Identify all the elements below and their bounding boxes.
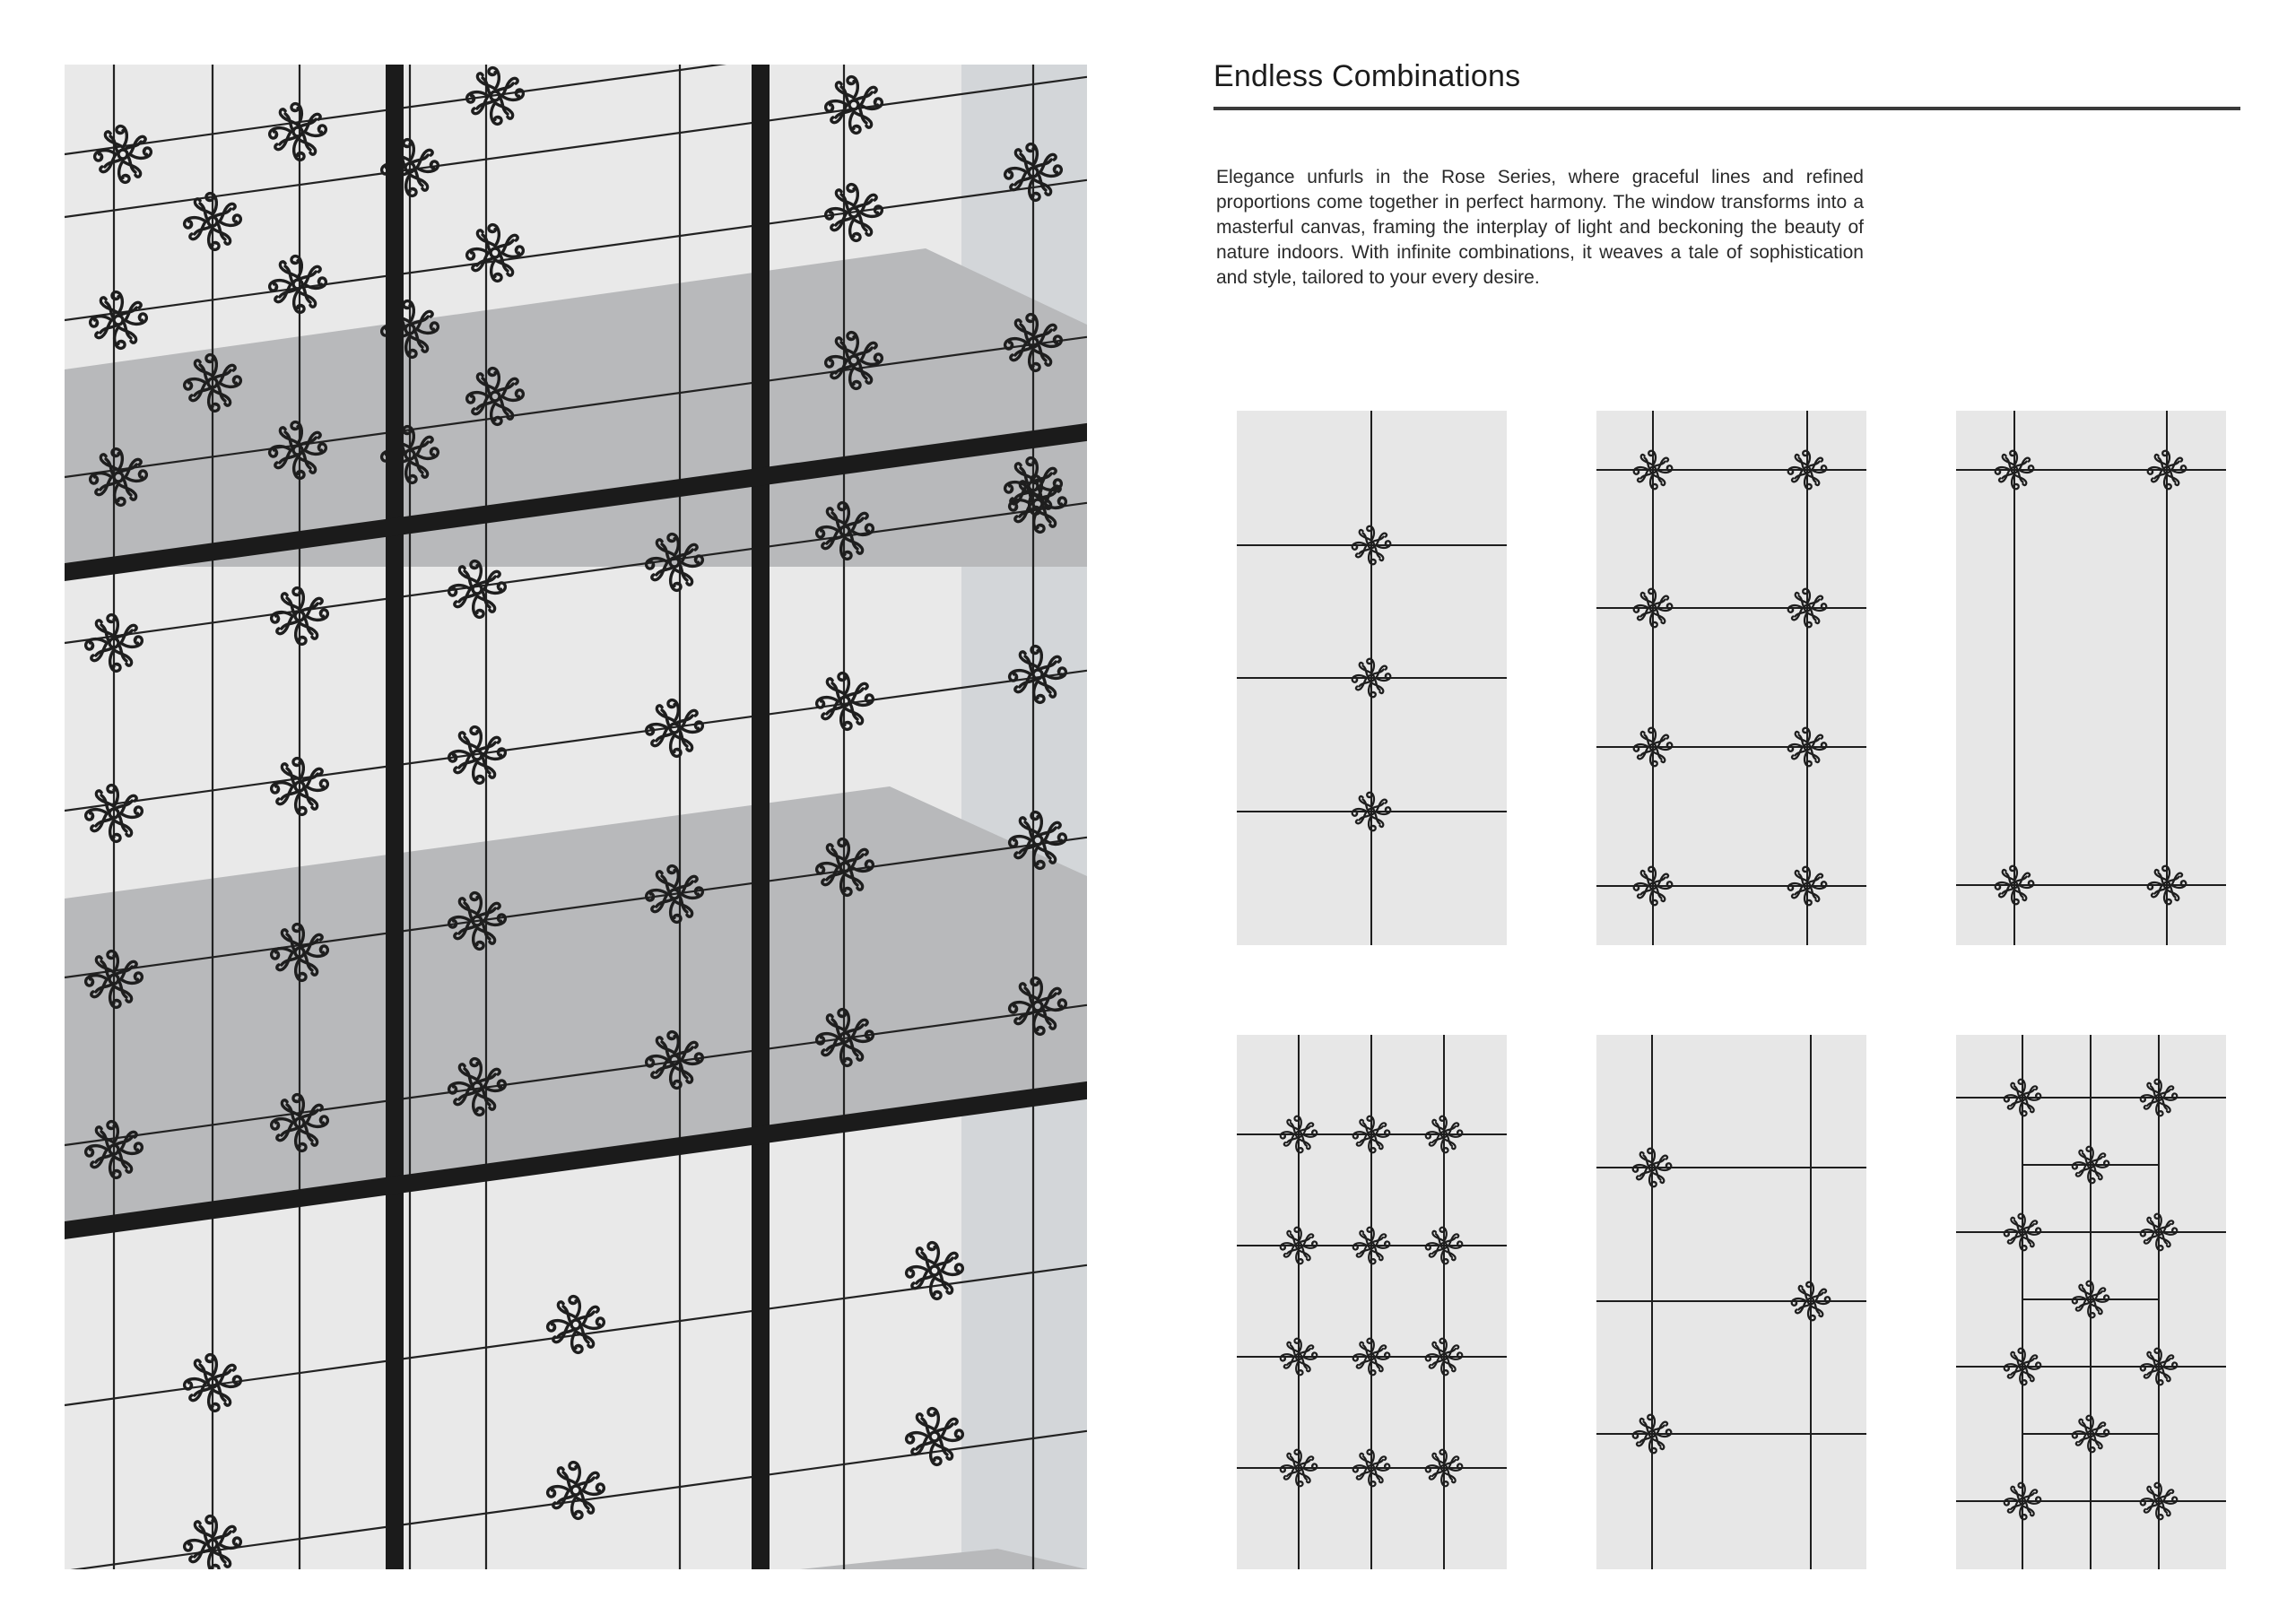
pattern-panel-three-column-grid[interactable] — [1237, 1035, 1507, 1569]
pattern-panel-staggered[interactable] — [1596, 1035, 1866, 1569]
window-perspective-illustration — [65, 65, 1087, 1569]
pattern-panel-two-column-grid[interactable] — [1596, 411, 1866, 945]
page-title: Endless Combinations — [1213, 59, 1521, 93]
pattern-panel-single-column[interactable] — [1237, 411, 1507, 945]
pattern-panel-two-column-frame[interactable] — [1956, 411, 2226, 945]
pattern-panel-offset-grid[interactable] — [1956, 1035, 2226, 1569]
description-paragraph: Elegance unfurls in the Rose Series, where graceful lines and refined proportions come together in perfect harmony. The window transforms into a masterful canvas, framing the interplay of light and beckoning the beauty of nature indoors. With infinite combinations, it weaves a tale of sophistication and style, tailored to your every desire. — [1216, 167, 1864, 288]
title-divider — [1213, 107, 2240, 110]
